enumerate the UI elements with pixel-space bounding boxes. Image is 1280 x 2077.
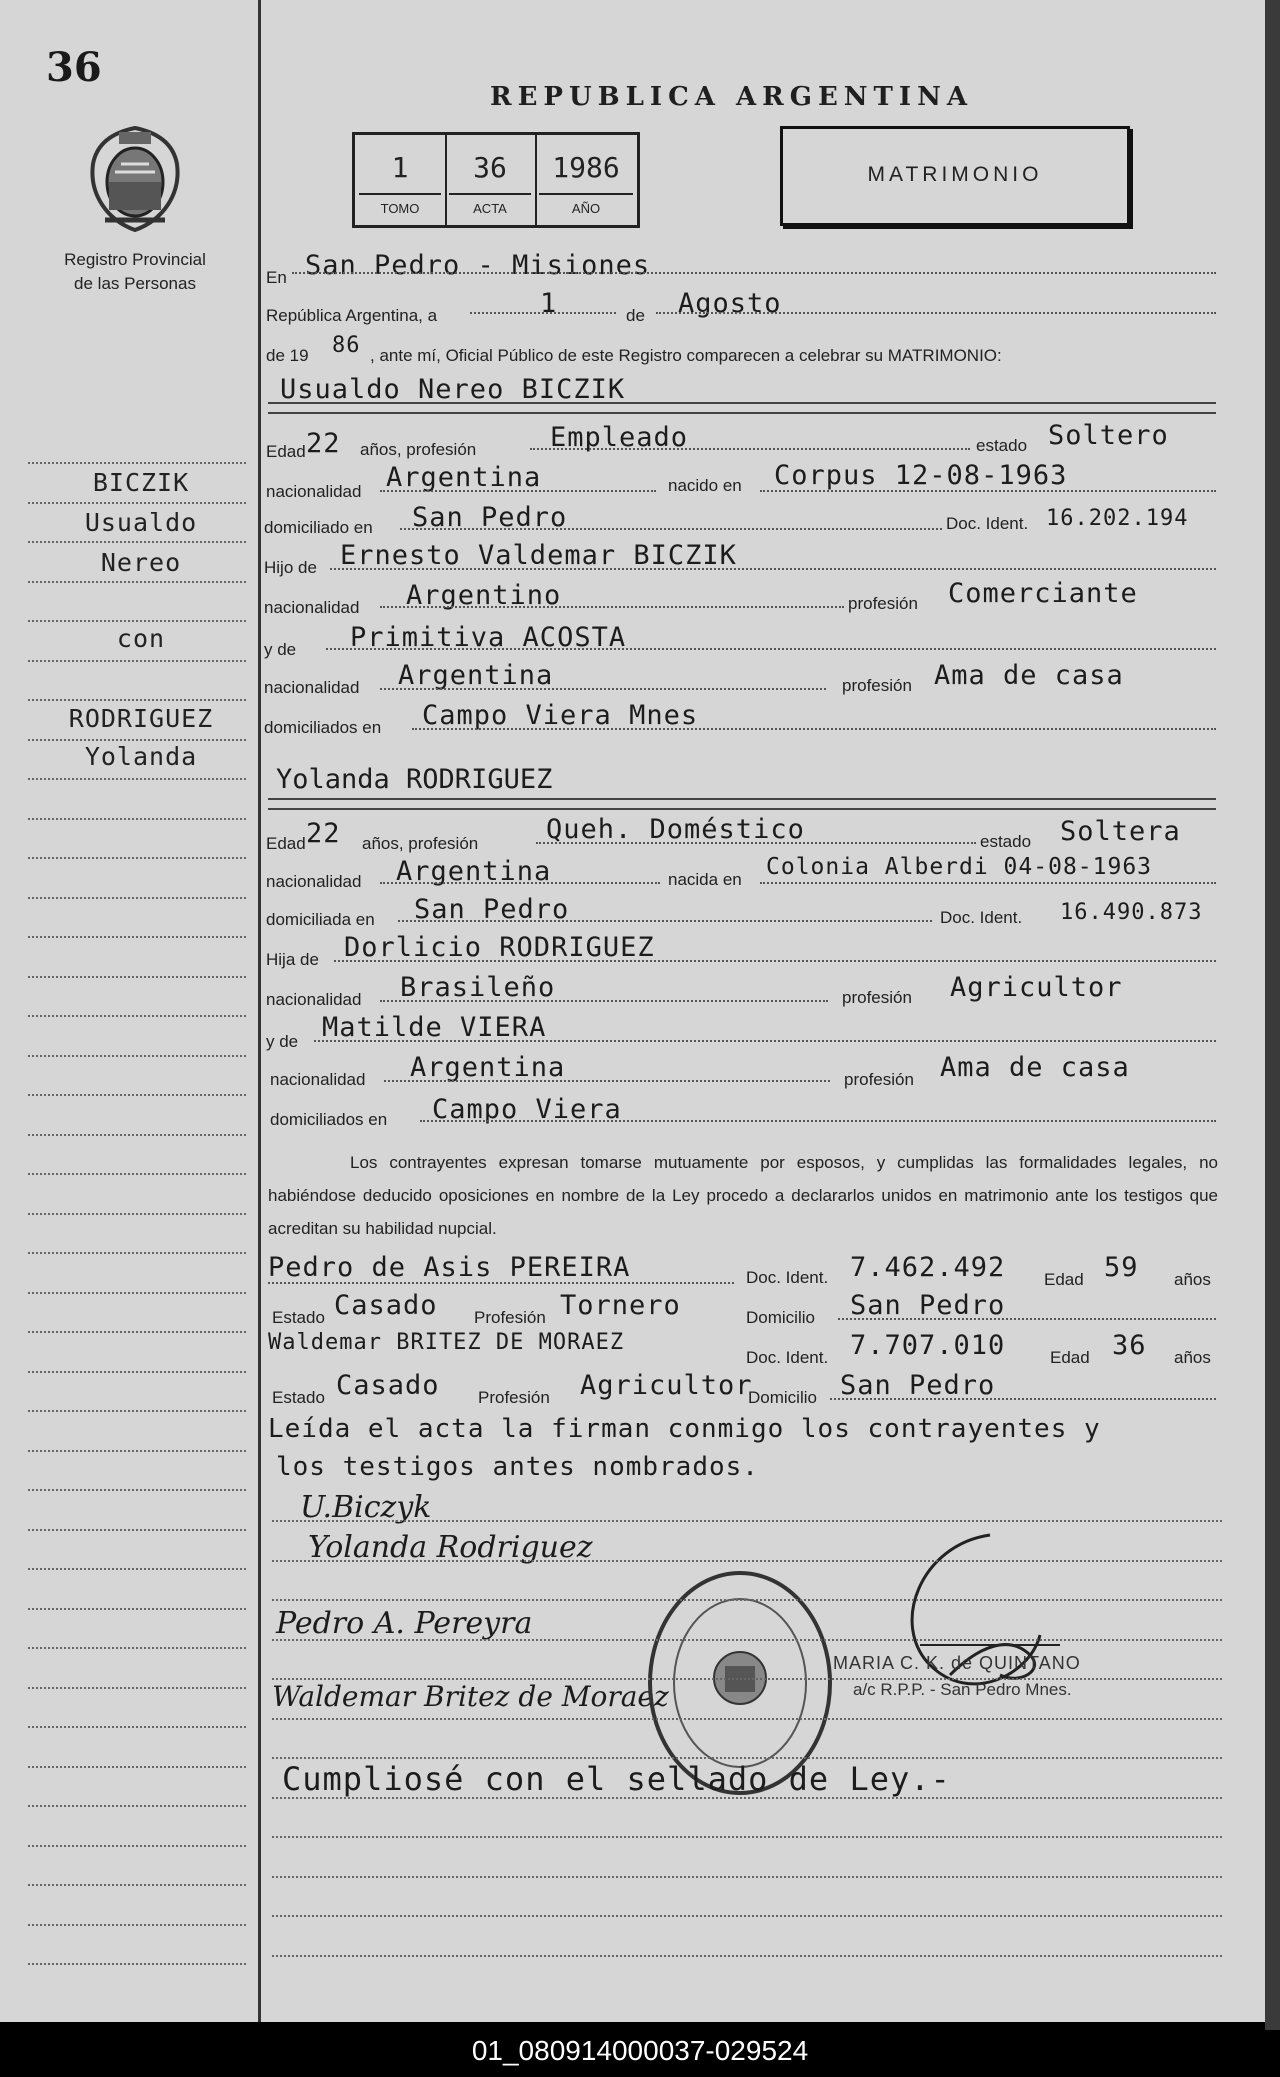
margin-ruled-line: [28, 541, 246, 543]
bride-age: 22: [306, 818, 341, 849]
bride-father-prof: Agricultor: [950, 972, 1123, 1003]
statement-text: , ante mí, Oficial Público de este Registro comparecen a celebrar su MATRIMONIO:: [370, 346, 1002, 365]
groom-nationality: Argentina: [386, 462, 542, 493]
witness1-edad-label: Edad: [1044, 1270, 1084, 1289]
witness1-doc-label: Doc. Ident.: [746, 1268, 829, 1287]
groom-birth-line: [760, 490, 1216, 492]
bride-mother-nat: Argentina: [410, 1052, 566, 1083]
margin-ruled-line: [28, 1884, 246, 1886]
bride-father-line: [334, 960, 1216, 962]
bride-civil-status: Soltera: [1060, 816, 1181, 847]
margin-ruled-line: [28, 1331, 246, 1333]
groom-father-prof: Comerciante: [948, 578, 1138, 609]
margin-ruled-line: [28, 976, 246, 978]
groom-mother-prof: Ama de casa: [934, 660, 1124, 691]
margin-ruled-line: [28, 620, 246, 622]
groom-mother-nat-line: [380, 688, 826, 690]
margin-ruled-line: [28, 462, 246, 464]
margin-ruled-line: [28, 1450, 246, 1452]
groom-profession: Empleado: [550, 422, 689, 453]
margin-ruled-line: [28, 1055, 246, 1057]
bride-father: Dorlicio RODRIGUEZ: [344, 932, 655, 963]
bride-hija-label: Hija de: [266, 950, 319, 969]
witness1-name: Pedro de Asis PEREIRA: [268, 1252, 631, 1283]
witness1-domicile: San Pedro: [850, 1290, 1006, 1321]
bride-father-nat-label: nacionalidad: [266, 990, 362, 1009]
witness2-domicile: San Pedro: [840, 1370, 996, 1401]
body-ruled-line: [272, 1757, 1222, 1759]
groom-domicile: San Pedro: [412, 502, 568, 533]
witness2-dom-line: [830, 1398, 1216, 1400]
margin-ruled-line: [28, 1252, 246, 1254]
margin-ruled-line: [28, 1173, 246, 1175]
margin-ruled-line: [28, 1647, 246, 1649]
margin-given-bride: Yolanda: [84, 742, 198, 771]
groom-age: 22: [306, 428, 341, 459]
margin-surname-groom: BICZIK: [92, 468, 190, 497]
bride-nat-line: [380, 882, 660, 884]
bride-name-line: [268, 798, 1216, 800]
bride-nacida-label: nacida en: [668, 870, 742, 889]
margin-ruled-line: [28, 1489, 246, 1491]
margin-ruled-line: [28, 1292, 246, 1294]
margin-ruled-line: [28, 857, 246, 859]
groom-father-nat-line: [380, 606, 844, 608]
body-ruled-line: [272, 1718, 1222, 1720]
bride-father-nat-line: [380, 1000, 828, 1002]
margin-ruled-line: [28, 1134, 246, 1136]
bride-birth: Colonia Alberdi 04-08-1963: [766, 854, 1153, 880]
groom-civil-status: Soltero: [1048, 420, 1169, 451]
margin-ruled-line: [28, 1015, 246, 1017]
witness1-age: 59: [1104, 1252, 1139, 1283]
groom-parents-dom-line: [412, 728, 1216, 730]
declaration-paragraph: Los contrayentes expresan tomarse mutuamente por esposos, y cumplidas las formalidades legales, no habiéndose deducido oposiciones en nombre de la Ley procedo a declararlos unidos en matrimonio ante los testigos que acreditan su habilidad nupcial.: [268, 1153, 1218, 1238]
margin-ruled-line: [28, 1213, 246, 1215]
body-ruled-line: [272, 1520, 1222, 1522]
margin-ruled-line: [28, 1410, 246, 1412]
tomo-label: TOMO: [380, 201, 420, 216]
margin-ruled-line: [28, 1924, 246, 1926]
month-value: Agosto: [678, 288, 782, 319]
groom-mother-prof-label: profesión: [842, 676, 912, 695]
provincial-emblem-icon: [85, 124, 185, 234]
margin-surname-bride: RODRIGUEZ: [68, 704, 214, 733]
groom-father-prof-label: profesión: [848, 594, 918, 613]
groom-dom-line: [400, 528, 942, 530]
margin-ruled-line: [28, 1568, 246, 1570]
bride-mother-prof: Ama de casa: [940, 1052, 1130, 1083]
groom-mother-nat-label: nacionalidad: [264, 678, 360, 697]
witness1-dom-label: Domicilio: [746, 1308, 815, 1327]
witness2-estado-label: Estado: [272, 1388, 325, 1407]
margin-ruled-line: [28, 1805, 246, 1807]
scan-identifier: 01_080914000037-029524: [471, 2035, 809, 2066]
groom-dom-label: domiciliado en: [264, 518, 373, 537]
groom-name: Usualdo Nereo BICZIK: [280, 374, 626, 405]
witness2-anos-label: años: [1174, 1348, 1211, 1367]
page-number: 36: [46, 44, 102, 91]
bride-dom-line: [398, 920, 932, 922]
bride-name: Yolanda RODRIGUEZ: [276, 764, 553, 795]
margin-given-groom: Usualdo: [84, 508, 198, 537]
groom-hijo-label: Hijo de: [264, 558, 317, 577]
day-line: [470, 312, 616, 314]
witness2-age: 36: [1112, 1330, 1147, 1361]
body-ruled-line: [272, 1599, 1222, 1601]
witness2-status: Casado: [336, 1370, 440, 1401]
republic-label: República Argentina, a: [266, 306, 438, 325]
margin-ruled-line: [28, 1608, 246, 1610]
place-value: San Pedro - Misiones: [305, 250, 651, 281]
margin-ruled-line: [28, 1371, 246, 1373]
witness1-name-line: [268, 1282, 734, 1284]
witness2-dom-label: Domicilio: [748, 1388, 817, 1407]
witness1-profession: Tornero: [560, 1290, 681, 1321]
groom-mother-line: [326, 648, 1216, 650]
officer-stamp-name: MARIA C. K. de QUINTANO: [833, 1653, 1081, 1673]
bride-mother-nat-line: [384, 1080, 830, 1082]
groom-father-nat-label: nacionalidad: [264, 598, 360, 617]
bride-doc: 16.490.873: [1060, 900, 1203, 925]
officer-stamp-role: a/c R.P.P. - San Pedro Mnes.: [853, 1680, 1072, 1699]
bride-mother: Matilde VIERA: [322, 1012, 547, 1043]
body-ruled-line: [272, 1915, 1222, 1917]
groom-profession-line: [530, 448, 970, 450]
bride-father-prof-label: profesión: [842, 988, 912, 1007]
anio-label: AÑO: [571, 201, 601, 216]
closing-note-2: los testigos antes nombrados.: [276, 1452, 759, 1482]
registry-name-line2: de las Personas: [74, 274, 196, 293]
bride-estado-label: estado: [980, 832, 1032, 851]
margin-ruled-line: [28, 1766, 246, 1768]
groom-doc: 16.202.194: [1046, 506, 1189, 531]
groom-nacido-label: nacido en: [668, 476, 742, 495]
bride-anos-profesion-label: años, profesión: [362, 834, 479, 853]
groom-father: Ernesto Valdemar BICZIK: [340, 540, 737, 571]
groom-edad-label: Edad: [266, 442, 306, 461]
witness1-estado-label: Estado: [272, 1308, 325, 1327]
act-type-box: [780, 126, 1130, 226]
acta-label: ACTA: [473, 201, 507, 216]
acta-value: 36: [473, 151, 507, 184]
final-note: Cumpliosé con el sellado de Ley.-: [282, 1760, 951, 1798]
signature-bride: Yolanda Rodriguez: [308, 1530, 593, 1565]
act-type: MATRIMONIO: [867, 163, 1043, 186]
body-ruled-line: [272, 1876, 1222, 1878]
year-suffix-value: 86: [332, 333, 361, 358]
closing-note-1: Leída el acta la firman conmigo los contrayentes y: [268, 1414, 1101, 1444]
groom-parents-dom-label: domiciliados en: [264, 718, 382, 737]
groom-nat-line: [380, 490, 656, 492]
groom-birth: Corpus 12-08-1963: [774, 460, 1068, 491]
margin-con: con: [116, 624, 166, 653]
place-line: [292, 272, 1216, 274]
body-ruled-line: [272, 1797, 1222, 1799]
margin-ruled-line: [28, 1963, 246, 1965]
margin-ruled-line: [28, 1845, 246, 1847]
acta-cell: [445, 135, 537, 225]
signature-witness2: Waldemar Britez de Moraez: [272, 1680, 669, 1713]
margin-ruled-line: [28, 660, 246, 662]
de-label: de: [626, 306, 645, 325]
anio-value: 1986: [552, 151, 620, 184]
margin-ruled-line: [28, 897, 246, 899]
bride-section-rule: [268, 808, 1216, 810]
body-ruled-line: [272, 1678, 1222, 1680]
margin-ruled-line: [28, 936, 246, 938]
bride-parents-dom-label: domiciliados en: [270, 1110, 388, 1129]
bride-mother-nat-label: nacionalidad: [270, 1070, 366, 1089]
groom-estado-label: estado: [976, 436, 1028, 455]
bride-dom-label: domiciliada en: [266, 910, 375, 929]
bride-birth-line: [760, 882, 1216, 884]
margin-ruled-line: [28, 1687, 246, 1689]
margin-ruled-line: [28, 739, 246, 741]
bride-nationality: Argentina: [396, 856, 552, 887]
groom-doc-label: Doc. Ident.: [946, 514, 1029, 533]
groom-yde-label: y de: [264, 640, 297, 659]
witness1-dom-line: [838, 1318, 1216, 1320]
margin-ruled-line: [28, 818, 246, 820]
bride-profession-line: [536, 842, 976, 844]
groom-mother: Primitiva ACOSTA: [350, 622, 627, 653]
margin-ruled-line: [28, 699, 246, 701]
groom-father-nat: Argentino: [406, 580, 562, 611]
groom-father-line: [330, 568, 1216, 570]
groom-name-line: [268, 402, 1216, 404]
record-number-box: [352, 132, 640, 228]
groom-nat-label: nacionalidad: [266, 482, 362, 501]
scan-edge: [1265, 0, 1280, 2030]
witness2-prof-label: Profesión: [478, 1388, 550, 1407]
margin-ruled-line: [28, 581, 246, 583]
body-ruled-line: [272, 1955, 1222, 1957]
bride-edad-label: Edad: [266, 834, 306, 853]
bride-father-nat: Brasileño: [400, 972, 556, 1003]
bride-parents-dom-line: [420, 1120, 1216, 1122]
body-ruled-line: [272, 1639, 1222, 1641]
country-title: REPUBLICA ARGENTINA: [490, 82, 974, 112]
bride-nat-label: nacionalidad: [266, 872, 362, 891]
witness2-name: Waldemar BRITEZ DE MORAEZ: [268, 1330, 625, 1355]
groom-parents-dom: Campo Viera Mnes: [422, 700, 699, 731]
bride-mother-line: [314, 1040, 1216, 1042]
registry-name-line1: Registro Provincial: [64, 250, 206, 269]
signature-witness1: Pedro A. Pereyra: [276, 1606, 533, 1641]
anio-cell: [535, 135, 637, 225]
groom-section-rule: [268, 412, 1216, 414]
tomo-value: 1: [391, 151, 409, 184]
witness2-edad-label: Edad: [1050, 1348, 1090, 1367]
witness1-doc: 7.462.492: [850, 1252, 1006, 1283]
margin-divider: [258, 0, 261, 2022]
margin-ruled-line: [28, 1094, 246, 1096]
signature-groom: U.Biczyk: [300, 1490, 432, 1525]
bride-doc-label: Doc. Ident.: [940, 908, 1023, 927]
en-label: En: [266, 268, 287, 287]
bride-mother-prof-label: profesión: [844, 1070, 914, 1089]
body-ruled-line: [272, 1560, 1222, 1562]
groom-mother-nat: Argentina: [398, 660, 554, 691]
margin-ruled-line: [28, 502, 246, 504]
witness2-doc: 7.707.010: [850, 1330, 1006, 1361]
witness2-doc-label: Doc. Ident.: [746, 1348, 829, 1367]
bride-domicile: San Pedro: [414, 894, 570, 925]
margin-given-groom-2: Nereo: [100, 548, 182, 577]
margin-ruled-line: [28, 1726, 246, 1728]
body-ruled-line: [272, 1836, 1222, 1838]
tomo-cell: [355, 135, 447, 225]
witness2-profession: Agricultor: [580, 1370, 753, 1401]
bride-profession: Queh. Doméstico: [546, 814, 805, 845]
bride-parents-dom: Campo Viera: [432, 1094, 622, 1125]
witness1-anos-label: años: [1174, 1270, 1211, 1289]
day-value: 1: [540, 288, 558, 319]
witness1-prof-label: Profesión: [474, 1308, 546, 1327]
margin-ruled-line: [28, 778, 246, 780]
month-line: [656, 312, 1216, 314]
margin-ruled-line: [28, 1529, 246, 1531]
groom-anos-profesion-label: años, profesión: [360, 440, 477, 459]
witness1-status: Casado: [334, 1290, 438, 1321]
bride-yde-label: y de: [266, 1032, 299, 1051]
year-prefix-label: de 19: [266, 346, 309, 365]
